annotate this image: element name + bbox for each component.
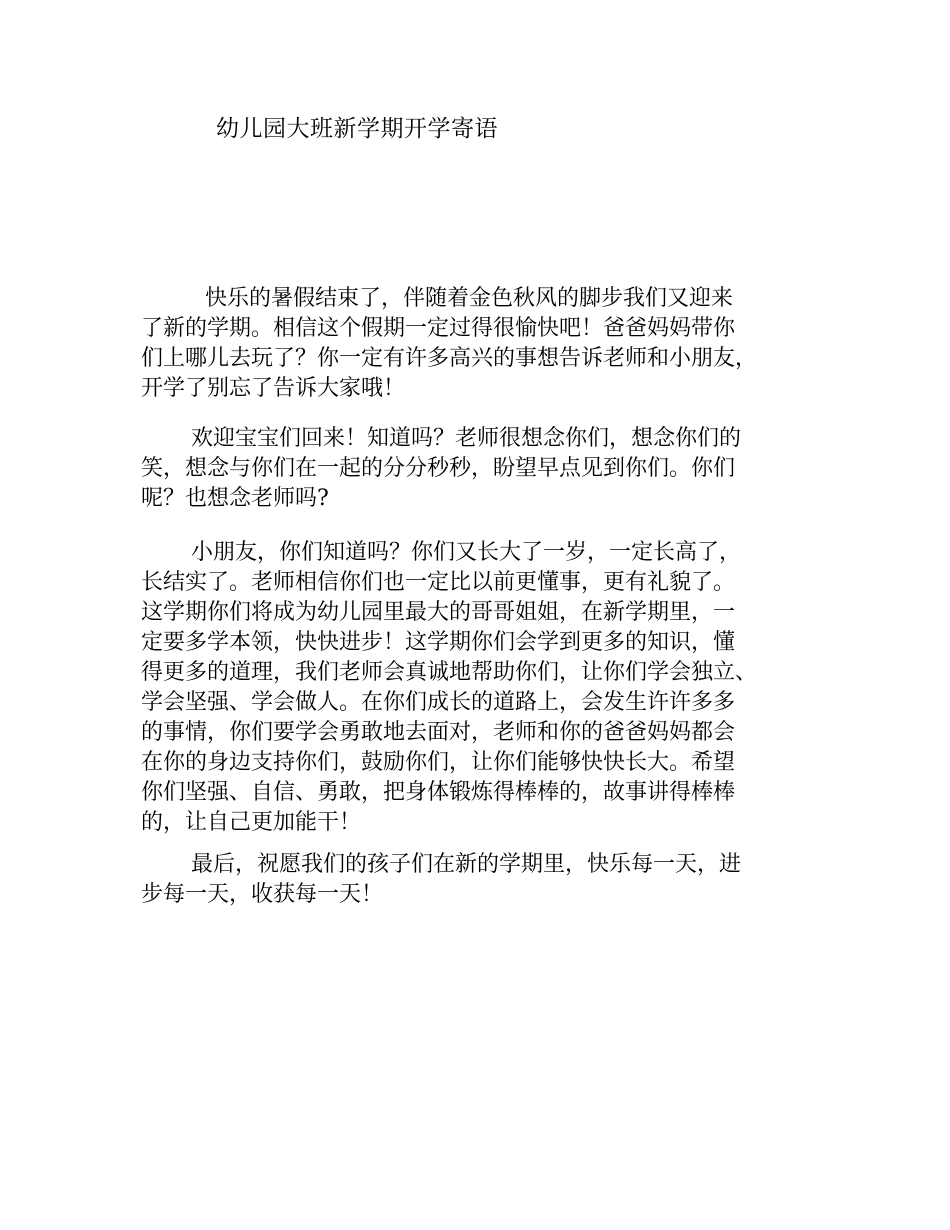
- paragraph-line: 们上哪儿去玩了？你一定有许多高兴的事想告诉老师和小朋友，: [141, 346, 758, 371]
- paragraph-1: [141, 284, 831, 404]
- paragraph-line: 小朋友，你们知道吗？你们又长大了一岁，一定长高了，: [191, 540, 742, 565]
- paragraph-line: 快乐的暑假结束了，伴随着金色秋风的脚步我们又迎来: [205, 286, 734, 311]
- paragraph-line: 开学了别忘了告诉大家哦！: [141, 376, 406, 401]
- document-title: 幼儿园大班新学期开学寄语: [216, 116, 498, 142]
- paragraph-line: 了新的学期。相信这个假期一定过得很愉快吧！爸爸妈妈带你: [141, 316, 736, 341]
- paragraph-line: 定要多学本领，快快进步！这学期你们会学到更多的知识，懂: [141, 630, 736, 655]
- paragraph-line: 笑，想念与你们在一起的分分秒秒，盼望早点见到你们。你们: [141, 456, 736, 481]
- paragraph-line: 得更多的道理，我们老师会真诚地帮助你们，让你们学会独立、: [141, 660, 758, 685]
- paragraph-line: 呢？也想念老师吗?: [141, 486, 329, 511]
- paragraph-line: 你们坚强、自信、勇敢，把身体锻炼得棒棒的，故事讲得棒棒: [141, 780, 736, 805]
- paragraph-3: [141, 538, 831, 838]
- paragraph-line: 欢迎宝宝们回来！知道吗？老师很想念你们，想念你们的: [191, 426, 742, 451]
- paragraph-line: 这学期你们将成为幼儿园里最大的哥哥姐姐，在新学期里，一: [141, 600, 736, 625]
- paragraph-line: 在你的身边支持你们，鼓励你们，让你们能够快快长大。希望: [141, 750, 736, 775]
- paragraph-4: [141, 850, 831, 910]
- paragraph-line: 的，让自己更加能干！: [141, 810, 362, 835]
- paragraph-line: 最后，祝愿我们的孩子们在新的学期里，快乐每一天，进: [191, 852, 742, 877]
- paragraph-line: 学会坚强、学会做人。在你们成长的道路上，会发生许许多多: [141, 690, 736, 715]
- paragraph-2: [141, 424, 831, 514]
- paragraph-line: 步每一天，收获每一天！: [141, 882, 384, 907]
- paragraph-line: 长结实了。老师相信你们也一定比以前更懂事，更有礼貌了。: [141, 570, 736, 595]
- paragraph-line: 的事情，你们要学会勇敢地去面对，老师和你的爸爸妈妈都会: [141, 720, 736, 745]
